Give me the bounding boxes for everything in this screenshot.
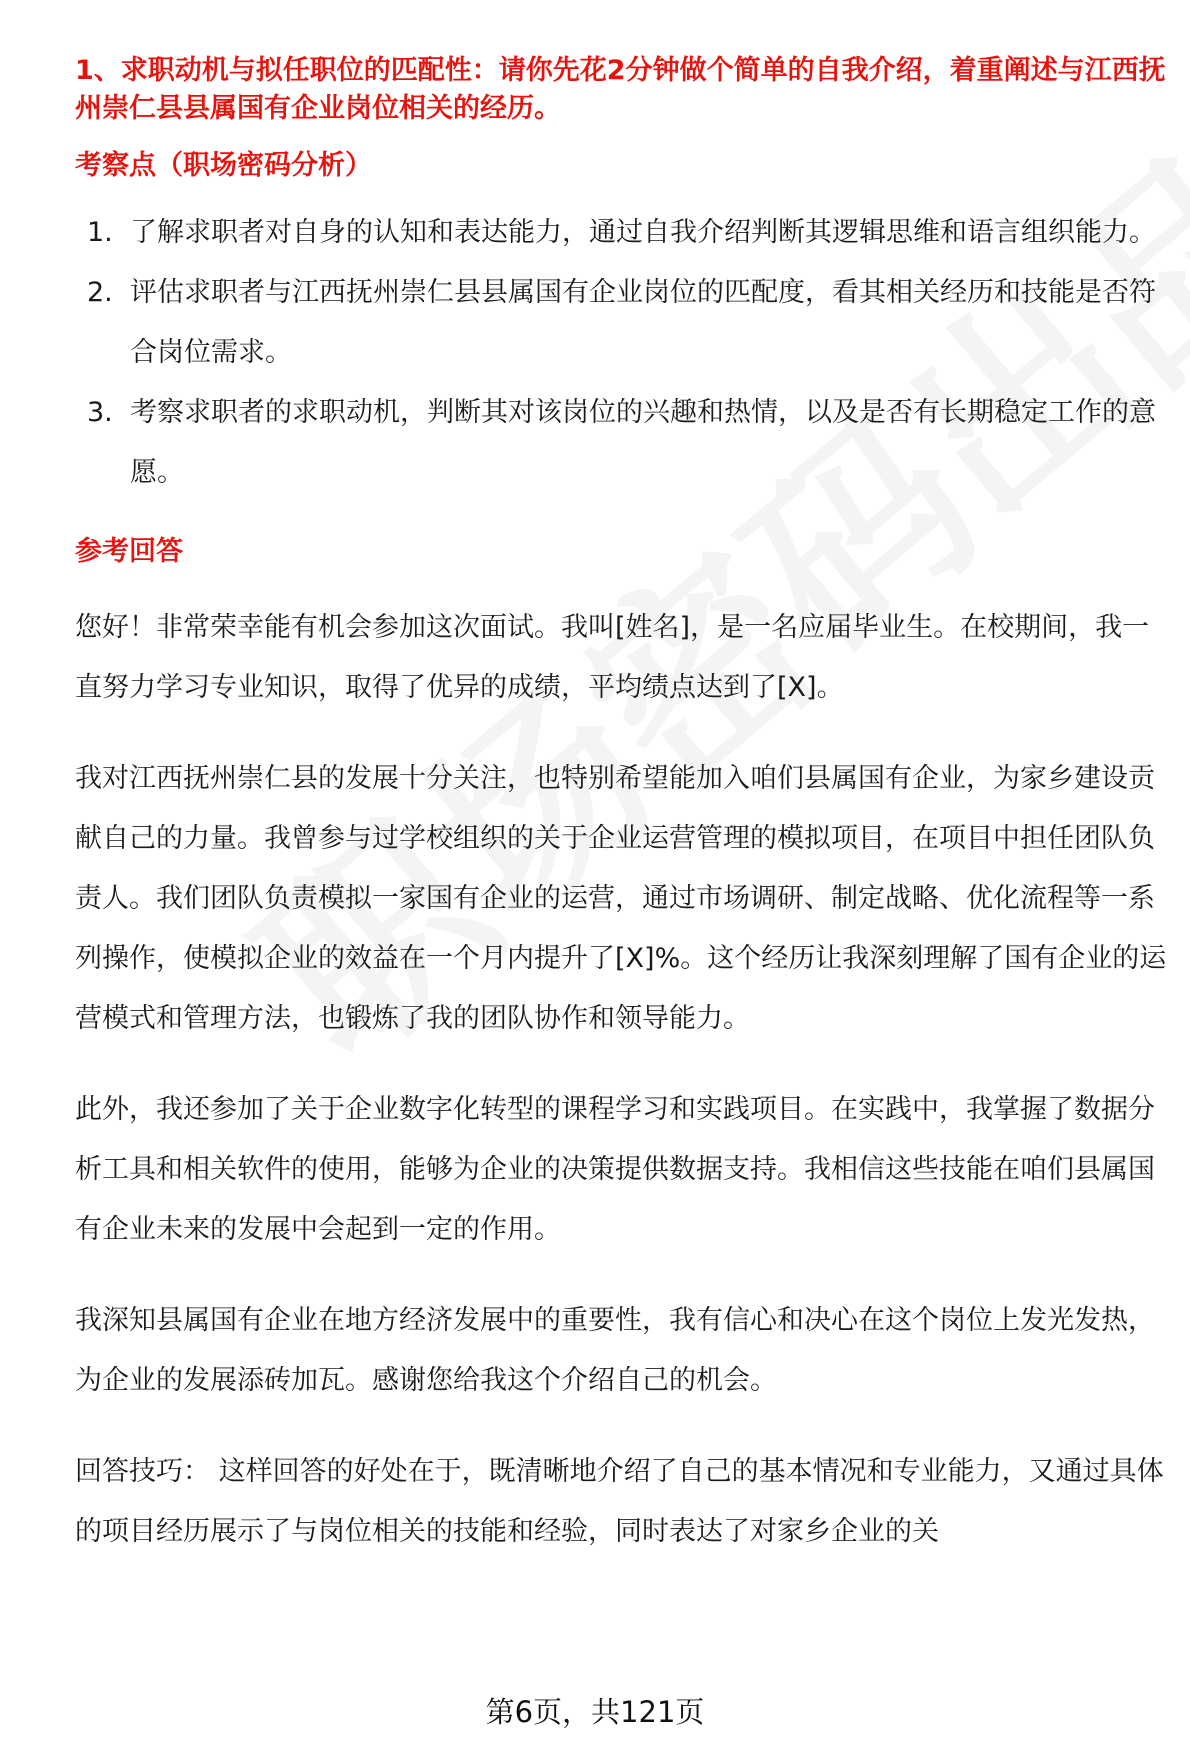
answer-paragraph: 我深知县属国有企业在地方经济发展中的重要性，我有信心和决心在这个岗位上发光发热，为企业的发展添砖加瓦。感谢您给我这个介绍自己的机会。 [75, 1305, 1155, 1396]
list-item-number: 3. [87, 397, 113, 428]
points-list [75, 203, 1175, 503]
list-item-text: 考察求职者的求职动机，判断其对该岗位的兴趣和热情，以及是否有长期稳定工作的意愿。 [130, 397, 1156, 488]
document-page [75, 52, 1175, 1562]
list-item [75, 263, 1180, 383]
list-item [75, 203, 1180, 263]
list-item-number: 1. [87, 217, 113, 248]
tips-paragraph: 回答技巧： 这样回答的好处在于，既清晰地介绍了自己的基本情况和专业能力，又通过具体的项目经历展示了与岗位相关的技能和经验，同时表达了对家乡企业的关 [75, 1456, 1164, 1547]
list-item-number: 2. [87, 277, 113, 308]
list-item [75, 383, 1180, 503]
answer-title: 参考回答 [75, 536, 183, 567]
answer-paragraph: 此外，我还参加了关于企业数字化转型的课程学习和实践项目。在实践中，我掌握了数据分析工具和相关软件的使用，能够为企业的决策提供数据支持。我相信这些技能在咱们县属国有企业未来的发展中会起到一定的作用。 [75, 1094, 1155, 1245]
points-title: 考察点（职场密码分析） [75, 150, 372, 181]
list-item-text: 了解求职者对自身的认知和表达能力，通过自我介绍判断其逻辑思维和语言组织能力。 [130, 217, 1156, 248]
answer-paragraph: 我对江西抚州崇仁县的发展十分关注，也特别希望能加入咱们县属国有企业，为家乡建设贡献自己的力量。我曾参与过学校组织的关于企业运营管理的模拟项目，在项目中担任团队负责人。我们团队负责模拟一家国有企业的运营，通过市场调研、制定战略、优化流程等一系列操作，使模拟企业的效益在一个月内提升了[X]%。这个经历让我深刻理解了国有企业的运营模式和管理方法，也锻炼了我的团队协作和领导能力。 [75, 763, 1167, 1034]
answer-paragraph: 您好！非常荣幸能有机会参加这次面试。我叫[姓名]，是一名应届毕业生。在校期间，我一直努力学习专业知识，取得了优异的成绩，平均绩点达到了[X]。 [75, 612, 1150, 703]
list-item-text: 评估求职者与江西抚州崇仁县县属国有企业岗位的匹配度，看其相关经历和技能是否符合岗位需求。 [130, 277, 1156, 368]
question-heading: 1、求职动机与拟任职位的匹配性：请你先花2分钟做个简单的自我介绍，着重阐述与江西抚州崇仁县县属国有企业岗位相关的经历。 [75, 55, 1166, 124]
page-number: 第6页，共121页 [485, 1695, 705, 1729]
